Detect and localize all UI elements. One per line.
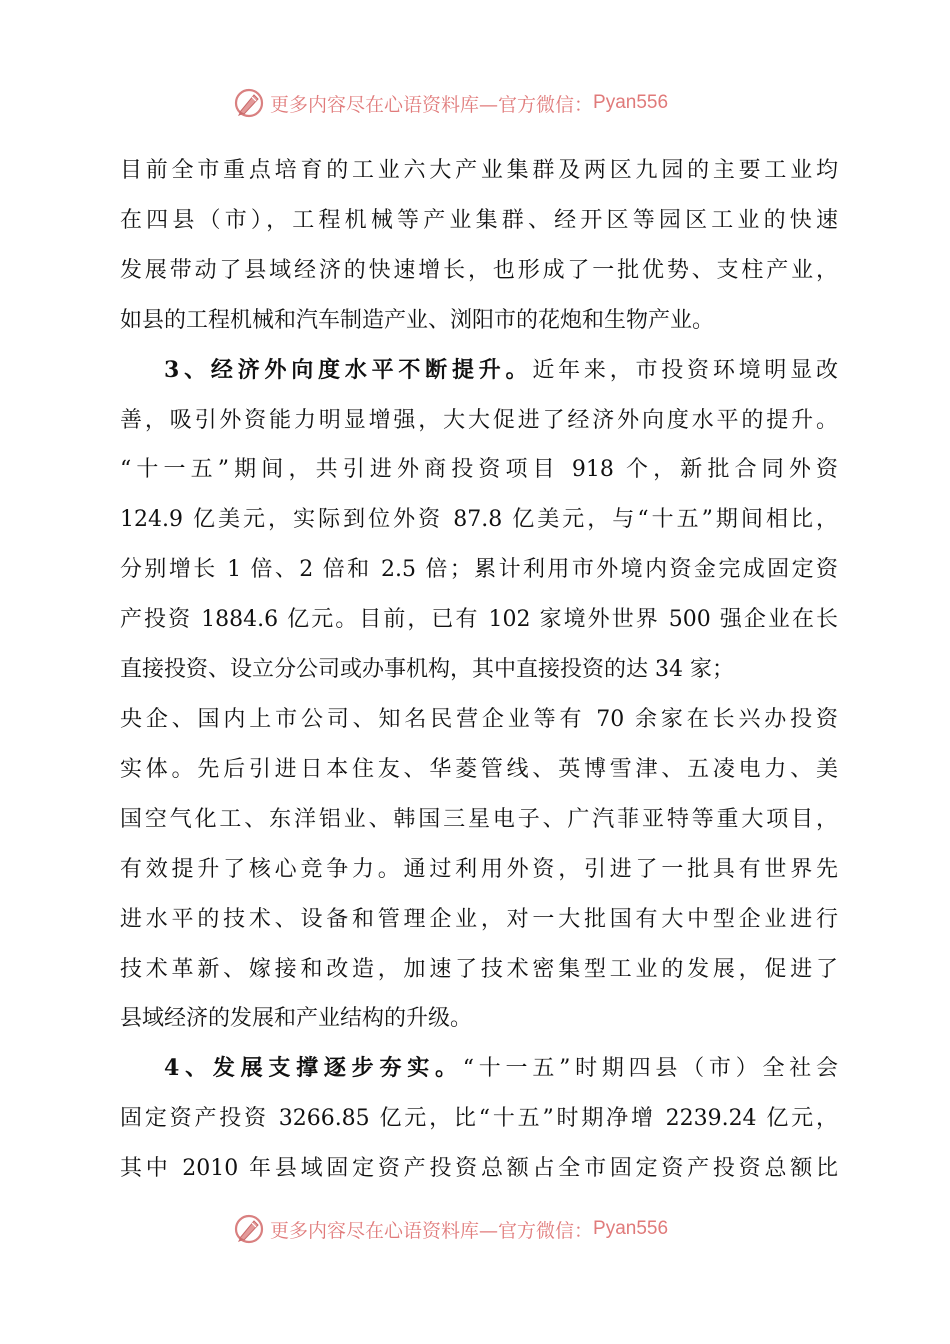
paragraph-line: 技术革新、嫁接和改造，加速了技术密集型工业的发展，促进了 [120, 956, 838, 982]
paragraph-line: 实体。先后引进日本住友、华菱管线、英博雪津、五凌电力、美 [120, 756, 838, 782]
paragraph-line: 善，吸引外资能力明显增强，大大促进了经济外向度水平的提升。 [120, 407, 838, 433]
paragraph-line: 固定资产投资 3266.85 亿元，比“十五”时期净增 2239.24 亿元， [120, 1106, 838, 1132]
pen-logo-icon [232, 1212, 266, 1246]
watermark-text: 更多内容尽在心语资料库—官方微信： [270, 93, 594, 116]
paragraph-text: “十一五”时期四县（市）全社会 [462, 1056, 839, 1082]
footer-watermark [232, 1212, 668, 1246]
paragraph-line: “十一五”期间，共引进外商投资项目 918 个，新批合同外资 [120, 457, 838, 483]
paragraph-text: 近年来，市投资环境明显改 [532, 357, 838, 383]
paragraph-line: 发展带动了县域经济的快速增长，也形成了一批优势、支柱产业， [120, 257, 838, 283]
pen-logo-icon [232, 86, 266, 120]
paragraph-line [120, 1044, 838, 1094]
watermark-wechat-id: Pyan556 [593, 92, 669, 113]
section-heading-3: 3、经济外向度水平不断提升。 [164, 356, 533, 383]
watermark-wechat-id: Pyan556 [593, 1218, 669, 1239]
paragraph-line: 在四县（市），工程机械等产业集群、经开区等园区工业的快速 [120, 207, 838, 233]
paragraph-line: 目前全市重点培育的工业六大产业集群及两区九园的主要工业均 [120, 158, 838, 183]
paragraph-line [120, 346, 838, 396]
paragraph-line: 县域经济的发展和产业结构的升级。 [120, 1006, 473, 1032]
section-heading-4: 4、发展支撑逐步夯实。 [164, 1055, 463, 1082]
paragraph-line: 其中 2010 年县域固定资产投资总额占全市固定资产投资总额比 [120, 1156, 838, 1182]
paragraph-line: 124.9 亿美元，实际到位外资 87.8 亿美元，与“十五”期间相比， [120, 507, 838, 533]
watermark-text: 更多内容尽在心语资料库—官方微信： [270, 1219, 594, 1242]
paragraph-line: 产投资 1884.6 亿元。目前，已有 102 家境外世界 500 强企业在长 [120, 607, 838, 633]
paragraph-line: 国空气化工、东洋铝业、韩国三星电子、广汽菲亚特等重大项目， [120, 806, 838, 832]
paragraph-line: 央企、国内上市公司、知名民营企业等有 70 余家在长兴办投资 [120, 706, 838, 732]
paragraph-line: 有效提升了核心竞争力。通过利用外资，引进了一批具有世界先 [120, 856, 838, 882]
paragraph-line: 如县的工程机械和汽车制造产业、浏阳市的花炮和生物产业。 [120, 307, 715, 333]
paragraph-line: 直接投资、设立分公司或办事机构，其中直接投资的达 34 家； [120, 657, 734, 683]
header-watermark [232, 86, 668, 120]
paragraph-line: 分别增长 1 倍、2 倍和 2.5 倍；累计利用市外境内资金完成固定资 [120, 557, 838, 583]
body-text [120, 146, 838, 1194]
paragraph-line: 进水平的技术、设备和管理企业，对一大批国有大中型企业进行 [120, 906, 838, 932]
